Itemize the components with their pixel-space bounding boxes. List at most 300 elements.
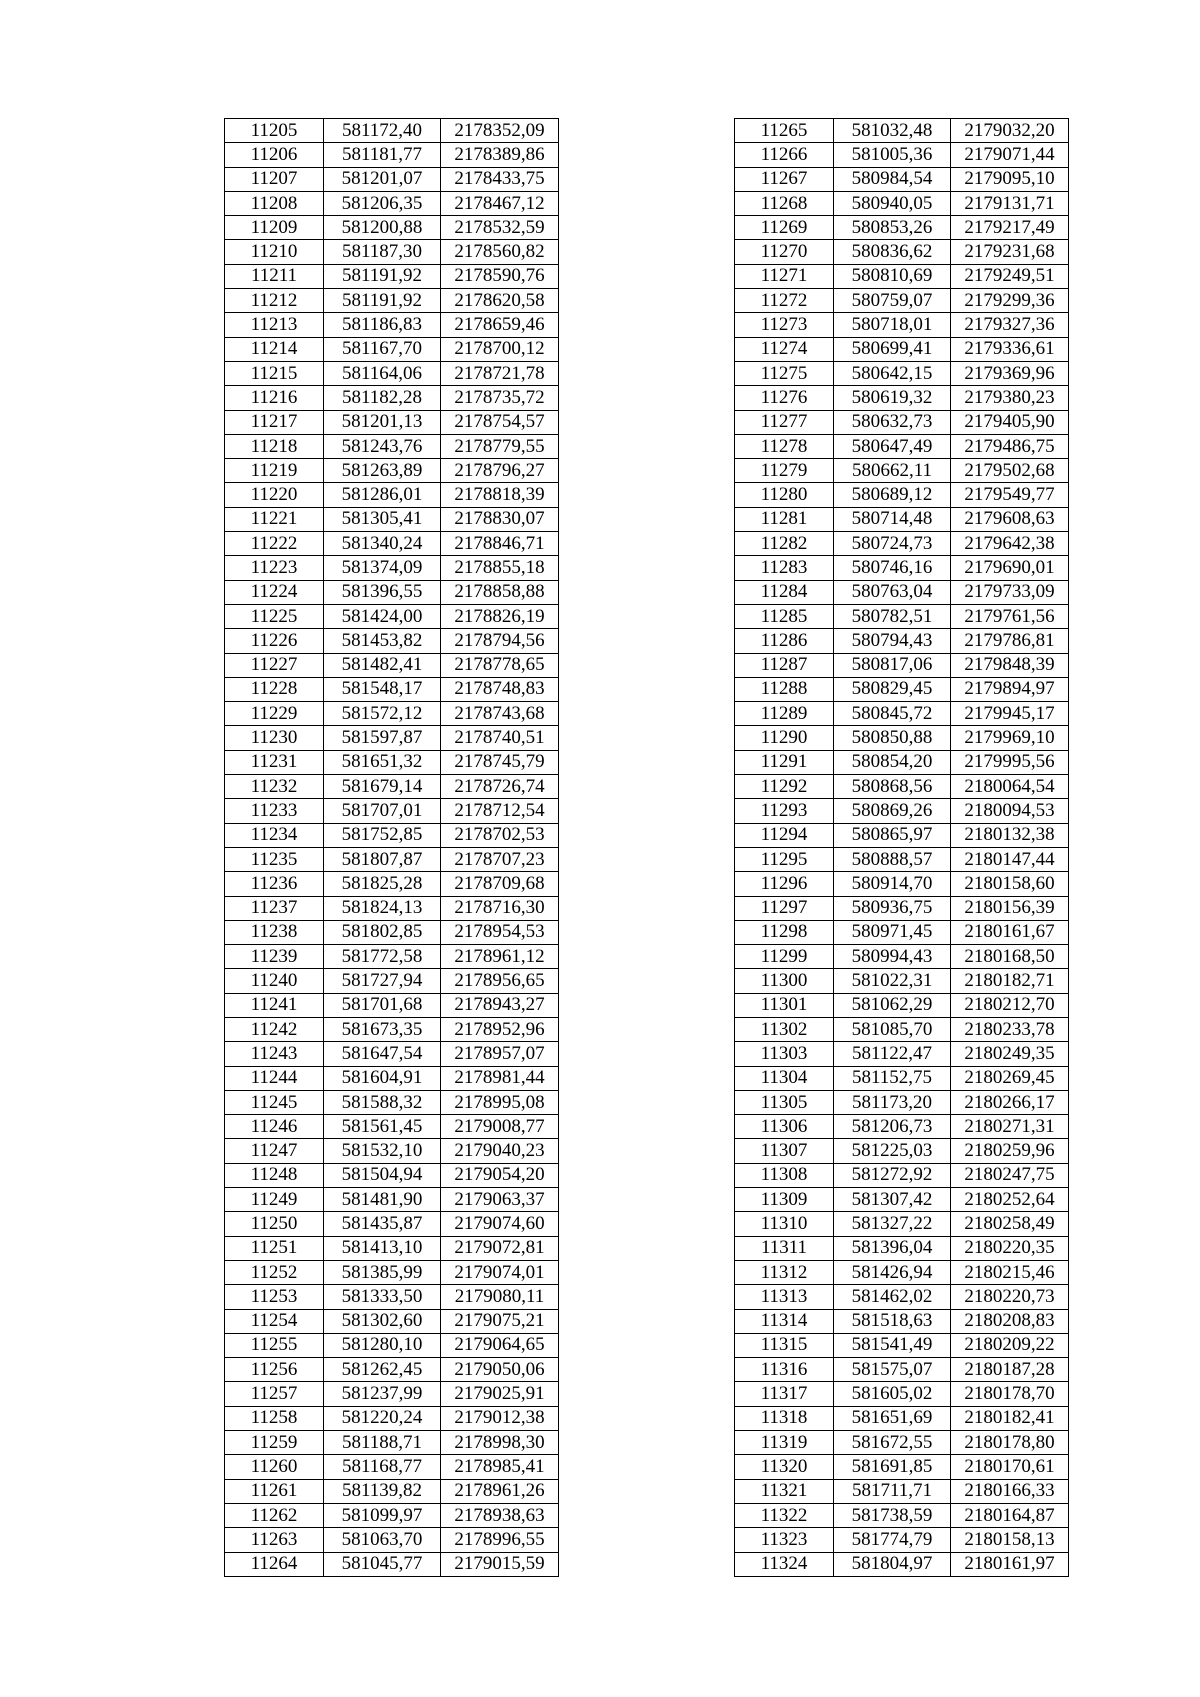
y-coordinate-cell: 2178846,71: [441, 532, 559, 556]
table-row: [225, 1552, 559, 1576]
x-coordinate-cell: 581272,92: [834, 1163, 951, 1187]
table-row: [225, 629, 559, 653]
y-coordinate-cell: 2180269,45: [951, 1066, 1069, 1090]
y-coordinate-cell: 2178952,96: [441, 1017, 559, 1041]
point-number-cell: 11299: [735, 945, 834, 969]
y-coordinate-cell: 2179327,36: [951, 313, 1069, 337]
y-coordinate-cell: 2178957,07: [441, 1042, 559, 1066]
table-row: [735, 143, 1069, 167]
y-coordinate-cell: 2178796,27: [441, 459, 559, 483]
table-row: [225, 1455, 559, 1479]
point-number-cell: 11294: [735, 823, 834, 847]
point-number-cell: 11206: [225, 143, 324, 167]
x-coordinate-cell: 580689,12: [834, 483, 951, 507]
y-coordinate-cell: 2180247,75: [951, 1163, 1069, 1187]
y-coordinate-cell: 2178560,82: [441, 240, 559, 264]
table-row: [225, 1260, 559, 1284]
table-row: [735, 750, 1069, 774]
y-coordinate-cell: 2180209,22: [951, 1333, 1069, 1357]
x-coordinate-cell: 581172,40: [324, 119, 441, 143]
x-coordinate-cell: 581672,55: [834, 1431, 951, 1455]
y-coordinate-cell: 2179064,65: [441, 1333, 559, 1357]
table-row: [735, 216, 1069, 240]
table-row: [225, 993, 559, 1017]
x-coordinate-cell: 580984,54: [834, 167, 951, 191]
point-number-cell: 11271: [735, 264, 834, 288]
x-coordinate-cell: 581152,75: [834, 1066, 951, 1090]
y-coordinate-cell: 2178961,26: [441, 1479, 559, 1503]
point-number-cell: 11322: [735, 1503, 834, 1527]
table-row: [225, 677, 559, 701]
x-coordinate-cell: 581532,10: [324, 1139, 441, 1163]
y-coordinate-cell: 2179486,75: [951, 434, 1069, 458]
x-coordinate-cell: 581588,32: [324, 1090, 441, 1114]
table-row: [735, 823, 1069, 847]
x-coordinate-cell: 580971,45: [834, 920, 951, 944]
table-row: [735, 386, 1069, 410]
point-number-cell: 11257: [225, 1382, 324, 1406]
y-coordinate-cell: 2178743,68: [441, 702, 559, 726]
point-number-cell: 11291: [735, 750, 834, 774]
x-coordinate-cell: 581396,04: [834, 1236, 951, 1260]
table-row: [735, 920, 1069, 944]
point-number-cell: 11296: [735, 872, 834, 896]
point-number-cell: 11240: [225, 969, 324, 993]
y-coordinate-cell: 2179015,59: [441, 1552, 559, 1576]
y-coordinate-cell: 2180220,35: [951, 1236, 1069, 1260]
table-row: [735, 847, 1069, 871]
table-row: [735, 653, 1069, 677]
point-number-cell: 11239: [225, 945, 324, 969]
x-coordinate-cell: 581201,13: [324, 410, 441, 434]
y-coordinate-cell: 2179608,63: [951, 507, 1069, 531]
y-coordinate-cell: 2180233,78: [951, 1017, 1069, 1041]
x-coordinate-cell: 581340,24: [324, 532, 441, 556]
point-number-cell: 11219: [225, 459, 324, 483]
point-number-cell: 11210: [225, 240, 324, 264]
table-row: [225, 337, 559, 361]
point-number-cell: 11285: [735, 604, 834, 628]
table-row: [735, 604, 1069, 628]
x-coordinate-cell: 580836,62: [834, 240, 951, 264]
point-number-cell: 11245: [225, 1090, 324, 1114]
point-number-cell: 11282: [735, 532, 834, 556]
x-coordinate-cell: 580994,43: [834, 945, 951, 969]
x-coordinate-cell: 580829,45: [834, 677, 951, 701]
x-coordinate-cell: 580746,16: [834, 556, 951, 580]
table-row: [735, 1552, 1069, 1576]
table-row: [735, 434, 1069, 458]
x-coordinate-cell: 581482,41: [324, 653, 441, 677]
x-coordinate-cell: 581424,00: [324, 604, 441, 628]
point-number-cell: 11302: [735, 1017, 834, 1041]
y-coordinate-cell: 2179369,96: [951, 361, 1069, 385]
x-coordinate-cell: 581099,97: [324, 1503, 441, 1527]
x-coordinate-cell: 580869,26: [834, 799, 951, 823]
table-row: [735, 1212, 1069, 1236]
table-row: [735, 361, 1069, 385]
y-coordinate-cell: 2178748,83: [441, 677, 559, 701]
point-number-cell: 11222: [225, 532, 324, 556]
table-row: [735, 896, 1069, 920]
x-coordinate-cell: 580868,56: [834, 775, 951, 799]
point-number-cell: 11260: [225, 1455, 324, 1479]
x-coordinate-cell: 580759,07: [834, 289, 951, 313]
y-coordinate-cell: 2178700,12: [441, 337, 559, 361]
y-coordinate-cell: 2179131,71: [951, 191, 1069, 215]
y-coordinate-cell: 2178995,08: [441, 1090, 559, 1114]
x-coordinate-cell: 580647,49: [834, 434, 951, 458]
x-coordinate-cell: 580714,48: [834, 507, 951, 531]
y-coordinate-cell: 2178754,57: [441, 410, 559, 434]
x-coordinate-cell: 581504,94: [324, 1163, 441, 1187]
x-coordinate-cell: 580699,41: [834, 337, 951, 361]
y-coordinate-cell: 2179054,20: [441, 1163, 559, 1187]
x-coordinate-cell: 581807,87: [324, 847, 441, 871]
x-coordinate-cell: 580763,04: [834, 580, 951, 604]
table-row: [225, 459, 559, 483]
y-coordinate-cell: 2179690,01: [951, 556, 1069, 580]
x-coordinate-cell: 581237,99: [324, 1382, 441, 1406]
y-coordinate-cell: 2180220,73: [951, 1285, 1069, 1309]
table-row: [225, 1285, 559, 1309]
x-coordinate-cell: 581413,10: [324, 1236, 441, 1260]
point-number-cell: 11228: [225, 677, 324, 701]
y-coordinate-cell: 2178467,12: [441, 191, 559, 215]
point-number-cell: 11236: [225, 872, 324, 896]
y-coordinate-cell: 2179380,23: [951, 386, 1069, 410]
y-coordinate-cell: 2180212,70: [951, 993, 1069, 1017]
y-coordinate-cell: 2179969,10: [951, 726, 1069, 750]
table-row: [225, 1139, 559, 1163]
point-number-cell: 11265: [735, 119, 834, 143]
y-coordinate-cell: 2178433,75: [441, 167, 559, 191]
coordinates-table-right: [734, 118, 1069, 1577]
y-coordinate-cell: 2180158,13: [951, 1528, 1069, 1552]
point-number-cell: 11244: [225, 1066, 324, 1090]
y-coordinate-cell: 2179012,38: [441, 1406, 559, 1430]
table-row: [735, 872, 1069, 896]
y-coordinate-cell: 2179074,01: [441, 1260, 559, 1284]
point-number-cell: 11238: [225, 920, 324, 944]
x-coordinate-cell: 580853,26: [834, 216, 951, 240]
table-row: [225, 1503, 559, 1527]
table-row: [225, 969, 559, 993]
point-number-cell: 11286: [735, 629, 834, 653]
point-number-cell: 11220: [225, 483, 324, 507]
point-number-cell: 11225: [225, 604, 324, 628]
x-coordinate-cell: 581181,77: [324, 143, 441, 167]
x-coordinate-cell: 581396,55: [324, 580, 441, 604]
x-coordinate-cell: 581604,91: [324, 1066, 441, 1090]
x-coordinate-cell: 581186,83: [324, 313, 441, 337]
y-coordinate-cell: 2179063,37: [441, 1188, 559, 1212]
x-coordinate-cell: 581206,73: [834, 1115, 951, 1139]
table-row: [735, 556, 1069, 580]
point-number-cell: 11298: [735, 920, 834, 944]
y-coordinate-cell: 2179217,49: [951, 216, 1069, 240]
x-coordinate-cell: 581802,85: [324, 920, 441, 944]
x-coordinate-cell: 581727,94: [324, 969, 441, 993]
x-coordinate-cell: 581738,59: [834, 1503, 951, 1527]
x-coordinate-cell: 581453,82: [324, 629, 441, 653]
y-coordinate-cell: 2178712,54: [441, 799, 559, 823]
point-number-cell: 11284: [735, 580, 834, 604]
table-row: [225, 289, 559, 313]
x-coordinate-cell: 581462,02: [834, 1285, 951, 1309]
table-row: [735, 507, 1069, 531]
x-coordinate-cell: 581825,28: [324, 872, 441, 896]
point-number-cell: 11289: [735, 702, 834, 726]
x-coordinate-cell: 580642,15: [834, 361, 951, 385]
y-coordinate-cell: 2178707,23: [441, 847, 559, 871]
point-number-cell: 11270: [735, 240, 834, 264]
point-number-cell: 11231: [225, 750, 324, 774]
y-coordinate-cell: 2179080,11: [441, 1285, 559, 1309]
table-row: [735, 1455, 1069, 1479]
point-number-cell: 11281: [735, 507, 834, 531]
y-coordinate-cell: 2178709,68: [441, 872, 559, 896]
y-coordinate-cell: 2178938,63: [441, 1503, 559, 1527]
point-number-cell: 11275: [735, 361, 834, 385]
table-row: [735, 580, 1069, 604]
y-coordinate-cell: 2178981,44: [441, 1066, 559, 1090]
x-coordinate-cell: 581280,10: [324, 1333, 441, 1357]
table-row: [225, 532, 559, 556]
point-number-cell: 11232: [225, 775, 324, 799]
x-coordinate-cell: 581707,01: [324, 799, 441, 823]
table-row: [735, 532, 1069, 556]
point-number-cell: 11288: [735, 677, 834, 701]
y-coordinate-cell: 2180215,46: [951, 1260, 1069, 1284]
y-coordinate-cell: 2179072,81: [441, 1236, 559, 1260]
table-row: [225, 143, 559, 167]
x-coordinate-cell: 581651,69: [834, 1406, 951, 1430]
y-coordinate-cell: 2178985,41: [441, 1455, 559, 1479]
x-coordinate-cell: 581032,48: [834, 119, 951, 143]
table-row: [735, 969, 1069, 993]
table-row: [225, 313, 559, 337]
table-row: [735, 289, 1069, 313]
point-number-cell: 11290: [735, 726, 834, 750]
point-number-cell: 11208: [225, 191, 324, 215]
x-coordinate-cell: 581752,85: [324, 823, 441, 847]
y-coordinate-cell: 2178961,12: [441, 945, 559, 969]
y-coordinate-cell: 2178778,65: [441, 653, 559, 677]
point-number-cell: 11226: [225, 629, 324, 653]
x-coordinate-cell: 581711,71: [834, 1479, 951, 1503]
point-number-cell: 11253: [225, 1285, 324, 1309]
y-coordinate-cell: 2180064,54: [951, 775, 1069, 799]
table-row: [225, 167, 559, 191]
x-coordinate-cell: 580619,32: [834, 386, 951, 410]
x-coordinate-cell: 581679,14: [324, 775, 441, 799]
y-coordinate-cell: 2179040,23: [441, 1139, 559, 1163]
point-number-cell: 11308: [735, 1163, 834, 1187]
y-coordinate-cell: 2180132,38: [951, 823, 1069, 847]
y-coordinate-cell: 2178956,65: [441, 969, 559, 993]
y-coordinate-cell: 2178745,79: [441, 750, 559, 774]
y-coordinate-cell: 2179249,51: [951, 264, 1069, 288]
table-row: [225, 1017, 559, 1041]
point-number-cell: 11268: [735, 191, 834, 215]
table-row: [735, 1503, 1069, 1527]
x-coordinate-cell: 581286,01: [324, 483, 441, 507]
x-coordinate-cell: 581327,22: [834, 1212, 951, 1236]
point-number-cell: 11214: [225, 337, 324, 361]
table-row: [225, 872, 559, 896]
point-number-cell: 11293: [735, 799, 834, 823]
y-coordinate-cell: 2179025,91: [441, 1382, 559, 1406]
table-row: [735, 1042, 1069, 1066]
y-coordinate-cell: 2178943,27: [441, 993, 559, 1017]
y-coordinate-cell: 2180259,96: [951, 1139, 1069, 1163]
x-coordinate-cell: 581085,70: [834, 1017, 951, 1041]
y-coordinate-cell: 2180156,39: [951, 896, 1069, 920]
table-row: [735, 1285, 1069, 1309]
y-coordinate-cell: 2178858,88: [441, 580, 559, 604]
x-coordinate-cell: 581173,20: [834, 1090, 951, 1114]
x-coordinate-cell: 581063,70: [324, 1528, 441, 1552]
point-number-cell: 11243: [225, 1042, 324, 1066]
table-row: [225, 945, 559, 969]
y-coordinate-cell: 2180182,41: [951, 1406, 1069, 1430]
point-number-cell: 11316: [735, 1358, 834, 1382]
table-row: [735, 459, 1069, 483]
x-coordinate-cell: 580865,97: [834, 823, 951, 847]
y-coordinate-cell: 2179074,60: [441, 1212, 559, 1236]
point-number-cell: 11295: [735, 847, 834, 871]
table-row: [735, 775, 1069, 799]
table-row: [735, 410, 1069, 434]
x-coordinate-cell: 581168,77: [324, 1455, 441, 1479]
point-number-cell: 11300: [735, 969, 834, 993]
x-coordinate-cell: 580782,51: [834, 604, 951, 628]
table-row: [735, 993, 1069, 1017]
x-coordinate-cell: 580845,72: [834, 702, 951, 726]
x-coordinate-cell: 581691,85: [834, 1455, 951, 1479]
x-coordinate-cell: 581804,97: [834, 1552, 951, 1576]
y-coordinate-cell: 2178659,46: [441, 313, 559, 337]
y-coordinate-cell: 2179231,68: [951, 240, 1069, 264]
y-coordinate-cell: 2179405,90: [951, 410, 1069, 434]
table-row: [735, 1188, 1069, 1212]
point-number-cell: 11215: [225, 361, 324, 385]
point-number-cell: 11233: [225, 799, 324, 823]
point-number-cell: 11267: [735, 167, 834, 191]
point-number-cell: 11310: [735, 1212, 834, 1236]
y-coordinate-cell: 2179008,77: [441, 1115, 559, 1139]
table-row: [225, 1309, 559, 1333]
table-row: [735, 1090, 1069, 1114]
table-row: [225, 1333, 559, 1357]
y-coordinate-cell: 2180166,33: [951, 1479, 1069, 1503]
table-row: [225, 1163, 559, 1187]
point-number-cell: 11273: [735, 313, 834, 337]
table-row: [225, 896, 559, 920]
point-number-cell: 11317: [735, 1382, 834, 1406]
table-row: [225, 1431, 559, 1455]
x-coordinate-cell: 581220,24: [324, 1406, 441, 1430]
y-coordinate-cell: 2178726,74: [441, 775, 559, 799]
x-coordinate-cell: 581045,77: [324, 1552, 441, 1576]
table-row: [735, 119, 1069, 143]
y-coordinate-cell: 2179642,38: [951, 532, 1069, 556]
table-row: [225, 1479, 559, 1503]
x-coordinate-cell: 581022,31: [834, 969, 951, 993]
y-coordinate-cell: 2179848,39: [951, 653, 1069, 677]
y-coordinate-cell: 2180252,64: [951, 1188, 1069, 1212]
table-row: [735, 1528, 1069, 1552]
table-row: [735, 1479, 1069, 1503]
table-row: [225, 920, 559, 944]
point-number-cell: 11264: [225, 1552, 324, 1576]
y-coordinate-cell: 2180094,53: [951, 799, 1069, 823]
point-number-cell: 11234: [225, 823, 324, 847]
x-coordinate-cell: 581191,92: [324, 264, 441, 288]
x-coordinate-cell: 581548,17: [324, 677, 441, 701]
table-row: [225, 240, 559, 264]
x-coordinate-cell: 580724,73: [834, 532, 951, 556]
table-row: [225, 1115, 559, 1139]
table-row: [225, 434, 559, 458]
y-coordinate-cell: 2180147,44: [951, 847, 1069, 871]
table-row: [735, 1333, 1069, 1357]
table-row: [735, 337, 1069, 361]
point-number-cell: 11304: [735, 1066, 834, 1090]
table-row: [735, 1163, 1069, 1187]
x-coordinate-cell: 581191,92: [324, 289, 441, 313]
point-number-cell: 11252: [225, 1260, 324, 1284]
point-number-cell: 11217: [225, 410, 324, 434]
x-coordinate-cell: 581167,70: [324, 337, 441, 361]
point-number-cell: 11223: [225, 556, 324, 580]
x-coordinate-cell: 581262,45: [324, 1358, 441, 1382]
point-number-cell: 11315: [735, 1333, 834, 1357]
y-coordinate-cell: 2180266,17: [951, 1090, 1069, 1114]
x-coordinate-cell: 581575,07: [834, 1358, 951, 1382]
point-number-cell: 11250: [225, 1212, 324, 1236]
table-row: [225, 1236, 559, 1260]
table-row: [735, 945, 1069, 969]
x-coordinate-cell: 581561,45: [324, 1115, 441, 1139]
table-row: [225, 507, 559, 531]
y-coordinate-cell: 2180187,28: [951, 1358, 1069, 1382]
point-number-cell: 11309: [735, 1188, 834, 1212]
point-number-cell: 11237: [225, 896, 324, 920]
point-number-cell: 11272: [735, 289, 834, 313]
y-coordinate-cell: 2180164,87: [951, 1503, 1069, 1527]
table-row: [735, 1358, 1069, 1382]
point-number-cell: 11279: [735, 459, 834, 483]
point-number-cell: 11241: [225, 993, 324, 1017]
point-number-cell: 11247: [225, 1139, 324, 1163]
table-row: [225, 775, 559, 799]
point-number-cell: 11216: [225, 386, 324, 410]
point-number-cell: 11318: [735, 1406, 834, 1430]
y-coordinate-cell: 2178830,07: [441, 507, 559, 531]
point-number-cell: 11287: [735, 653, 834, 677]
y-coordinate-cell: 2178721,78: [441, 361, 559, 385]
point-number-cell: 11311: [735, 1236, 834, 1260]
x-coordinate-cell: 581651,32: [324, 750, 441, 774]
table-row: [225, 1528, 559, 1552]
table-row: [225, 750, 559, 774]
point-number-cell: 11305: [735, 1090, 834, 1114]
x-coordinate-cell: 581005,36: [834, 143, 951, 167]
point-number-cell: 11278: [735, 434, 834, 458]
table-row: [735, 313, 1069, 337]
